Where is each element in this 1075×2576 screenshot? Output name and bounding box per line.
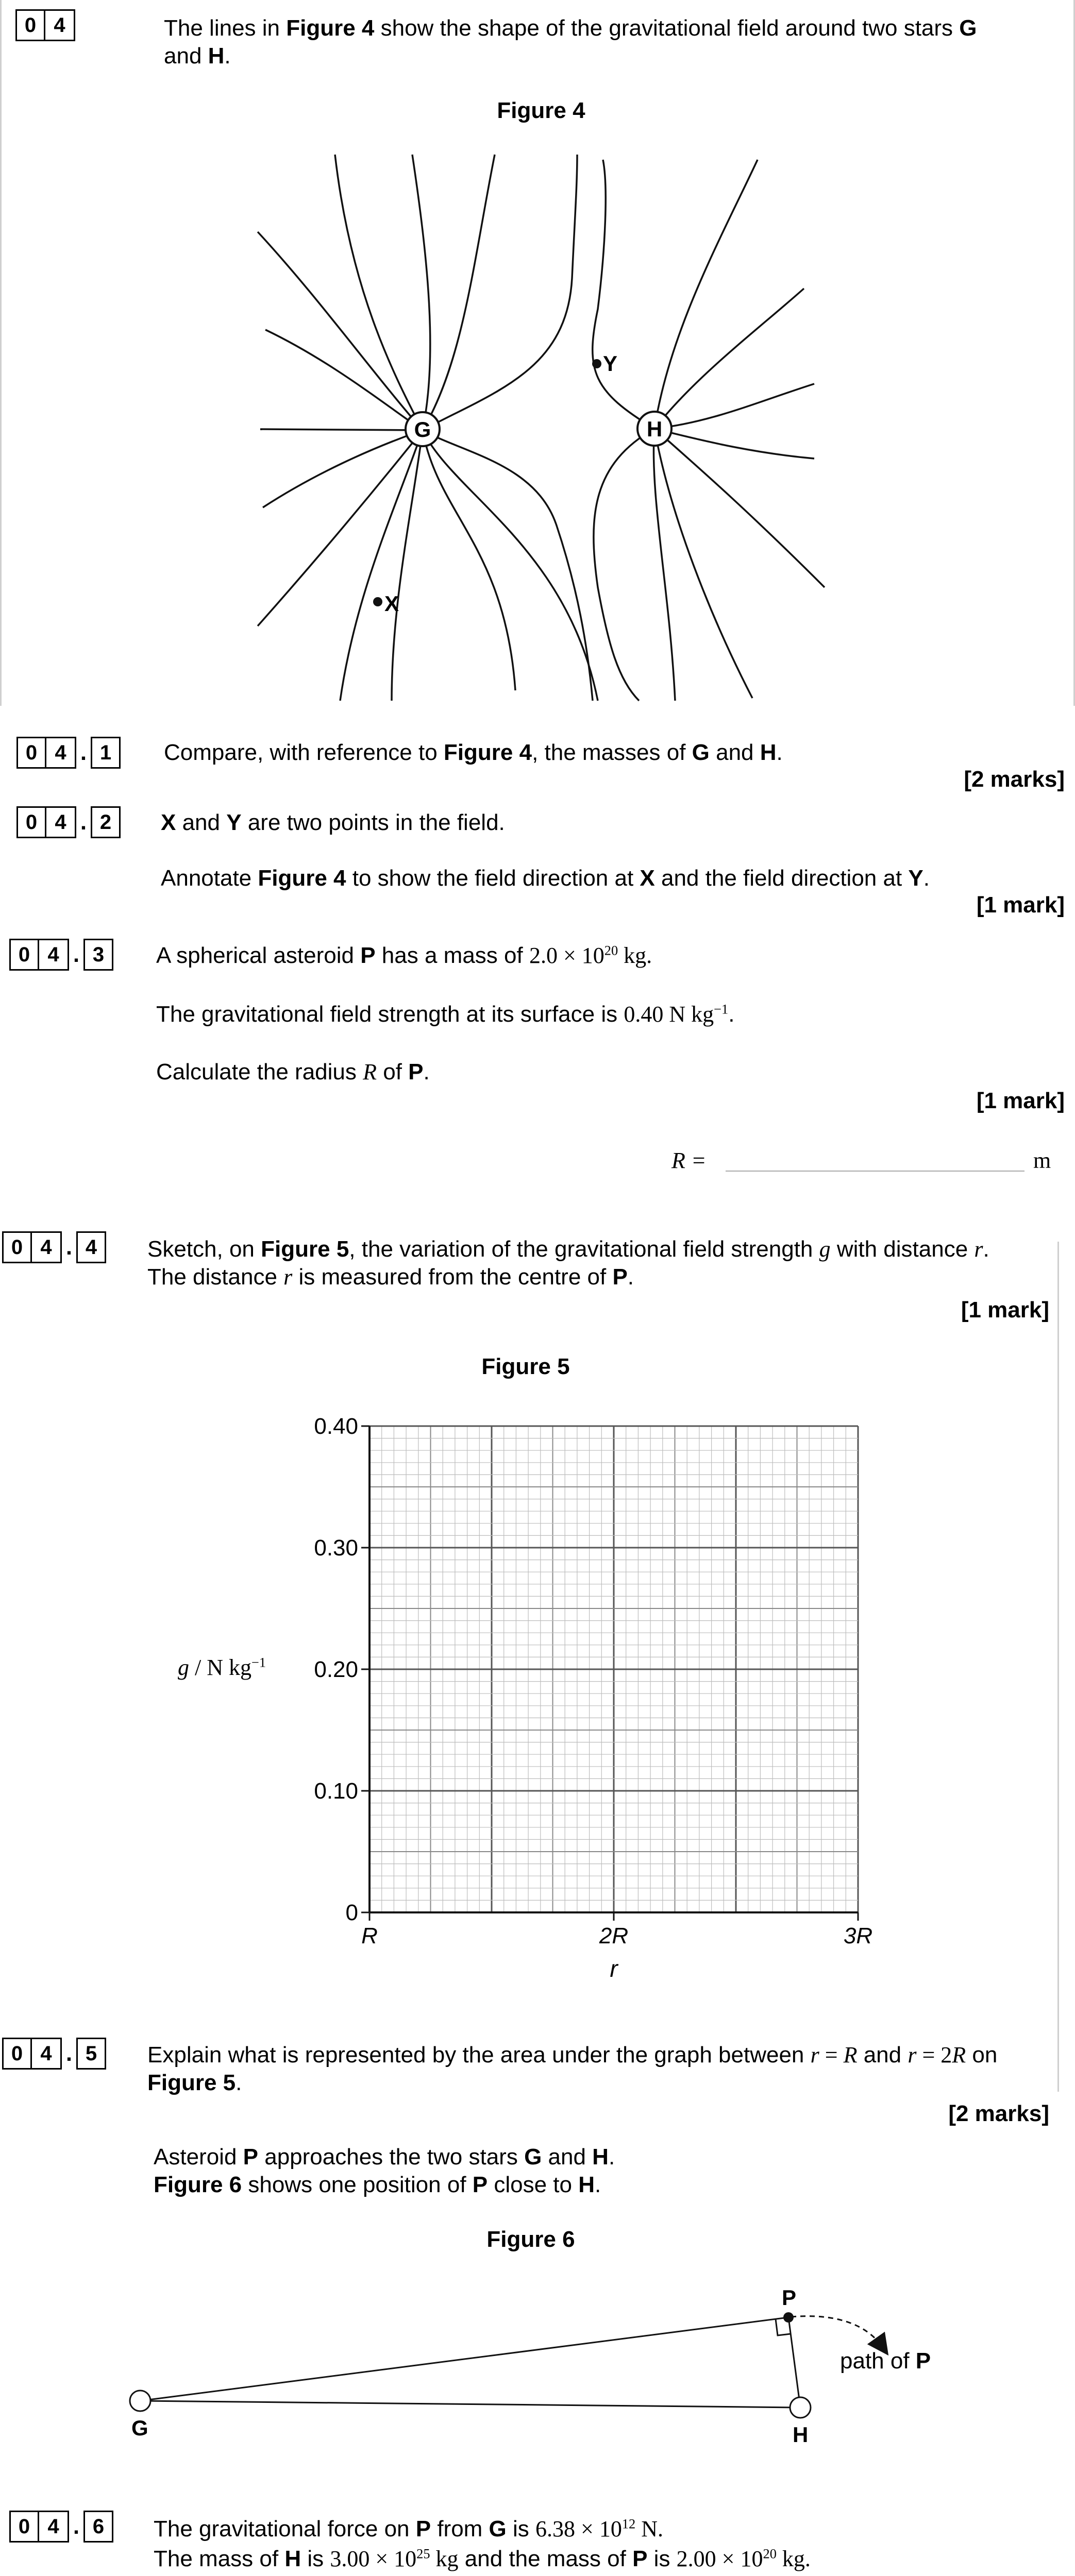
field-line — [423, 155, 495, 430]
field-line — [340, 430, 423, 701]
point-x-label: X — [384, 591, 399, 616]
path-of-p-label: path of P — [840, 2348, 931, 2374]
part-04-4-text: Sketch, on Figure 5, the variation of the gravitational field strength g with distance r. The distance r is measured from the centre of P. — [147, 1236, 989, 1290]
separator-dot: . — [65, 2041, 73, 2066]
digit-box: 4 — [46, 737, 76, 769]
y-tick-label: 0 — [345, 1900, 358, 1925]
digit-box: 6 — [83, 2511, 113, 2543]
asteroid-p-label: P — [782, 2285, 797, 2310]
marks-04-4: [1 mark] — [961, 1297, 1049, 1323]
part-04-3-line3: Calculate the radius R of P. — [156, 1059, 430, 1084]
line-g-to-h — [140, 2401, 800, 2408]
part-number-04-4 — [2, 1231, 106, 1263]
radius-answer-unit: m — [1033, 1148, 1051, 1173]
star-g-label: G — [131, 2416, 148, 2440]
digit-box: 0 — [9, 939, 39, 971]
x-axis-label: r — [610, 1955, 618, 1978]
field-line — [335, 155, 423, 430]
x-tick-label: R — [361, 1923, 378, 1948]
figure5-y-axis-label: g / N $kg^{-1}$ — [178, 1654, 266, 1680]
question-number — [15, 9, 75, 41]
separator-dot: . — [80, 809, 87, 835]
line-g-to-p — [140, 2317, 788, 2401]
part-04-5-text: Explain what is represented by the area under the graph between r = R and r = 2R on Figure 5. — [147, 2042, 998, 2095]
figure4-field-diagram — [0, 139, 1075, 706]
x-tick-label: 3R — [843, 1923, 873, 1948]
part-04-2-line2: Annotate Figure 4 to show the field direction at X and the field direction at Y. — [161, 866, 930, 891]
x-tick-label: 2R — [599, 1923, 629, 1948]
part-number-04-3 — [9, 939, 113, 971]
field-line — [423, 430, 593, 701]
part-number-04-1 — [16, 737, 121, 769]
digit-box: 1 — [91, 737, 121, 769]
question-intro: The lines in Figure 4 show the shape of the gravitational field around two stars G and H. — [164, 15, 977, 69]
field-line — [260, 429, 423, 430]
field-line — [654, 429, 825, 587]
digit-box: 0 — [15, 9, 45, 41]
point-y-dot — [592, 359, 601, 368]
part-number-04-5 — [2, 2038, 106, 2070]
field-line — [594, 429, 654, 701]
point-y-label: Y — [603, 351, 618, 376]
star-h-label: H — [646, 417, 663, 441]
digit-box: 0 — [2, 2038, 32, 2070]
marks-04-2: [1 mark] — [976, 892, 1065, 918]
digit-box: 0 — [2, 1231, 32, 1263]
part-04-2-line1: X and Y are two points in the field. — [161, 810, 505, 835]
separator-dot: . — [73, 2514, 80, 2539]
part-04-3-line2: The gravitational field strength at its surface is 0.40 N $kg^{-1}$. — [156, 1001, 735, 1027]
marks-04-3: [1 mark] — [976, 1088, 1065, 1113]
digit-box: 4 — [45, 9, 75, 41]
field-line — [423, 155, 577, 430]
star-h-label: H — [793, 2422, 809, 2447]
field-line — [423, 430, 515, 690]
field-line — [258, 232, 423, 430]
digit-box: 4 — [46, 806, 76, 838]
point-x-dot — [373, 597, 382, 606]
radius-answer-line[interactable] — [726, 1171, 1024, 1172]
digit-box: 4 — [76, 1231, 106, 1263]
star-g-marker — [130, 2391, 150, 2411]
y-tick-label: 0.20 — [314, 1657, 358, 1682]
field-line — [412, 155, 430, 430]
radius-answer-label: R = — [671, 1148, 707, 1173]
asteroid-p-marker — [783, 2312, 794, 2323]
digit-box: 3 — [83, 939, 113, 971]
field-line — [653, 429, 675, 701]
digit-box: 4 — [32, 1231, 62, 1263]
separator-dot: . — [65, 1234, 73, 1260]
field-line — [654, 384, 814, 429]
figure4-title: Figure 4 — [497, 98, 585, 123]
digit-box: 4 — [39, 2511, 69, 2543]
path-of-p-curve — [791, 2316, 882, 2347]
field-line — [265, 330, 423, 430]
part-04-1-text: Compare, with reference to Figure 4, the masses of G and H. — [164, 740, 783, 765]
marks-04-5: [2 marks] — [948, 2101, 1049, 2126]
figure5-title: Figure 5 — [481, 1354, 570, 1379]
part-04-6-data: The gravitational force on P from G is $6.38 \times 10^{12}$ N. The mass of H is $3.00 \times 10^{25}$ kg and the mass of P is $2.00 \times 10^{20}$ kg. — [154, 2516, 811, 2571]
y-tick-label: 0.40 — [314, 1414, 358, 1439]
line-p-to-h — [788, 2317, 800, 2408]
y-tick-label: 0.30 — [314, 1535, 358, 1561]
digit-box: 0 — [9, 2511, 39, 2543]
marks-04-1: [2 marks] — [964, 767, 1065, 792]
figure5-graph — [0, 1391, 1075, 1978]
field-line — [654, 429, 814, 459]
figure6-title: Figure 6 — [486, 2227, 575, 2252]
y-tick-label: 0.10 — [314, 1778, 358, 1804]
star-g-label: G — [414, 417, 431, 442]
digit-box: 5 — [76, 2038, 106, 2070]
field-line — [654, 429, 752, 698]
part-number-04-6 — [9, 2511, 113, 2543]
digit-box: 0 — [16, 806, 46, 838]
digit-box: 4 — [32, 2038, 62, 2070]
field-line — [593, 160, 654, 429]
separator-dot: . — [73, 942, 80, 967]
part-number-04-2 — [16, 806, 121, 838]
field-line — [654, 160, 758, 429]
digit-box: 2 — [91, 806, 121, 838]
star-h-marker — [790, 2397, 811, 2418]
digit-box: 4 — [39, 939, 69, 971]
digit-box: 0 — [16, 737, 46, 769]
separator-dot: . — [80, 740, 87, 765]
part-04-3-line1: A spherical asteroid P has a mass of $2.0 \times 10^{20}$ kg. — [156, 942, 652, 968]
asteroid-approach-paragraph: Asteroid P approaches the two stars G and H. Figure 6 shows one position of P close to H. — [154, 2144, 615, 2197]
field-line — [654, 289, 804, 429]
